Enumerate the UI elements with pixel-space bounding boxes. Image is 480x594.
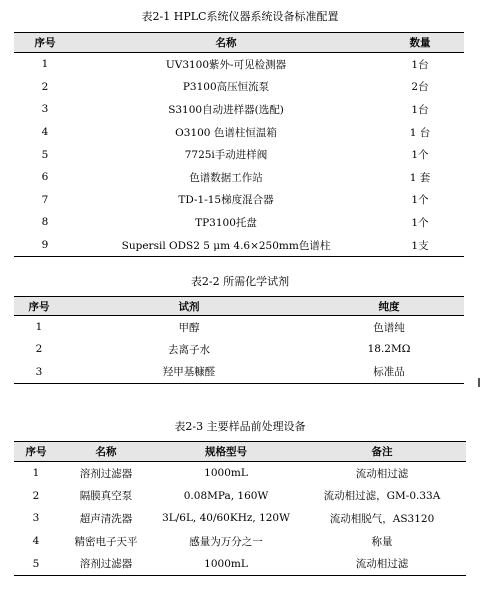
table-row bbox=[14, 485, 466, 508]
table-cell: S3100自动进样器(选配) bbox=[168, 103, 284, 116]
table-cell: 1个 bbox=[411, 216, 429, 229]
table-cell: 2 bbox=[32, 489, 40, 502]
table-header-row bbox=[14, 297, 464, 316]
table-cell: 3 bbox=[32, 512, 40, 525]
table-row bbox=[14, 98, 464, 121]
table-cell: 7 bbox=[41, 193, 49, 206]
table-cell: 色谱纯 bbox=[373, 321, 405, 334]
table-cell: 流动相过滤 bbox=[298, 552, 466, 575]
table-cell: 1 bbox=[41, 58, 49, 71]
table-row bbox=[14, 234, 464, 257]
table-row bbox=[14, 507, 466, 530]
table-cell: TP3100托盘 bbox=[195, 216, 257, 229]
table-cell: 1 bbox=[35, 321, 43, 334]
table-header-row bbox=[14, 33, 464, 53]
table-cell: 1个 bbox=[411, 194, 429, 207]
table-row bbox=[14, 189, 464, 212]
table-cell: 2台 bbox=[411, 81, 429, 94]
table-cell: O3100 色谱柱恒温箱 bbox=[175, 126, 277, 139]
column-header: 规格型号 bbox=[205, 446, 247, 458]
table-cell: 1个 bbox=[411, 149, 429, 162]
table-cell: 2 bbox=[35, 343, 43, 356]
table-cell: 0.08MPa, 160W bbox=[183, 489, 269, 502]
table-cell: UV3100紫外-可见检测器 bbox=[165, 58, 287, 71]
table-cell: 1 bbox=[32, 467, 40, 480]
equipment-config-table bbox=[14, 32, 464, 257]
table-row bbox=[14, 530, 466, 553]
table-row bbox=[14, 121, 464, 144]
table-cell: 羟甲基糠醛 bbox=[64, 361, 314, 384]
table-cell: 8 bbox=[41, 216, 49, 229]
column-header: 序号 bbox=[28, 300, 50, 313]
table-cell: 1 台 bbox=[409, 126, 431, 139]
table-cell: 隔膜真空泵 bbox=[79, 490, 133, 503]
table-cell: 3L/6L, 40/60KHz, 120W bbox=[162, 512, 290, 525]
table-cell: 精密电子天平 bbox=[74, 535, 138, 548]
table-cell: 7725i手动进样阀 bbox=[184, 149, 268, 162]
table-cell: 1000mL bbox=[204, 467, 248, 480]
column-header: 序号 bbox=[25, 446, 47, 458]
table-row bbox=[14, 211, 464, 234]
table-cell: 1000mL bbox=[154, 552, 298, 575]
table-cell: 溶剂过滤器 bbox=[58, 552, 154, 575]
table-row bbox=[14, 552, 466, 575]
table-cell: 3 bbox=[14, 361, 64, 384]
table-cell: 流动相脱气，AS3120 bbox=[329, 512, 435, 525]
table-cell: 1 套 bbox=[409, 171, 431, 184]
table-cell: 称量 bbox=[371, 535, 393, 548]
table-cell: 色谱数据工作站 bbox=[189, 171, 263, 184]
column-header: 序号 bbox=[34, 37, 56, 49]
table-cell: TD-1-15梯度混合器 bbox=[178, 194, 274, 207]
table-cell: 9 bbox=[14, 234, 76, 257]
table-cell: 去离子水 bbox=[168, 343, 210, 356]
table-cell: 1台 bbox=[411, 58, 429, 71]
table3-caption: 表2-3 主要样品前处理设备 bbox=[174, 420, 306, 433]
table-row bbox=[14, 361, 464, 384]
table-cell: Supersil ODS2 5 μm 4.6×250mm色谱柱 bbox=[76, 234, 376, 257]
table-cell: 5 bbox=[14, 552, 58, 575]
column-header: 纯度 bbox=[378, 300, 400, 313]
table-cell: 2 bbox=[41, 80, 49, 93]
table-row bbox=[14, 462, 466, 485]
table-cell: 1支 bbox=[376, 234, 464, 257]
column-header: 名称 bbox=[95, 446, 117, 458]
table-cell: 6 bbox=[41, 171, 49, 184]
table-row bbox=[14, 316, 464, 339]
sample-prep-equipment-table bbox=[14, 441, 466, 576]
table-row bbox=[14, 338, 464, 360]
table-cell: 5 bbox=[41, 148, 49, 161]
table-header-row bbox=[14, 442, 466, 462]
table-cell: 4 bbox=[32, 535, 40, 548]
table-cell: 1台 bbox=[411, 103, 429, 116]
table-cell: 标准品 bbox=[314, 361, 464, 384]
table1-caption: 表2-1 HPLC系统仪器系统设备标准配置 bbox=[141, 10, 339, 23]
table-row bbox=[14, 166, 464, 189]
table-cell: P3100高压恒流泵 bbox=[182, 81, 270, 94]
table-cell: 超声清洗器 bbox=[79, 512, 133, 525]
table-cell: 溶剂过滤器 bbox=[79, 467, 133, 480]
table-cell: 甲醇 bbox=[178, 321, 200, 334]
column-header: 数量 bbox=[409, 37, 431, 49]
table-cell: 流动相过滤，GM-0.33A bbox=[323, 490, 441, 503]
table-row bbox=[14, 53, 464, 76]
table-cell: 18.2MΩ bbox=[367, 343, 411, 356]
column-header: 试剂 bbox=[178, 300, 200, 313]
column-header: 备注 bbox=[371, 446, 393, 458]
column-header: 名称 bbox=[215, 37, 237, 49]
table-cell: 3 bbox=[41, 103, 49, 116]
table-cell: 4 bbox=[41, 126, 49, 139]
chemical-reagents-table bbox=[14, 296, 464, 384]
table-cell: 感量为万分之一 bbox=[189, 535, 263, 548]
table-row bbox=[14, 76, 464, 99]
table2-caption: 表2-2 所需化学试剂 bbox=[190, 275, 290, 288]
table-row bbox=[14, 143, 464, 166]
table-cell: 流动相过滤 bbox=[355, 467, 409, 480]
